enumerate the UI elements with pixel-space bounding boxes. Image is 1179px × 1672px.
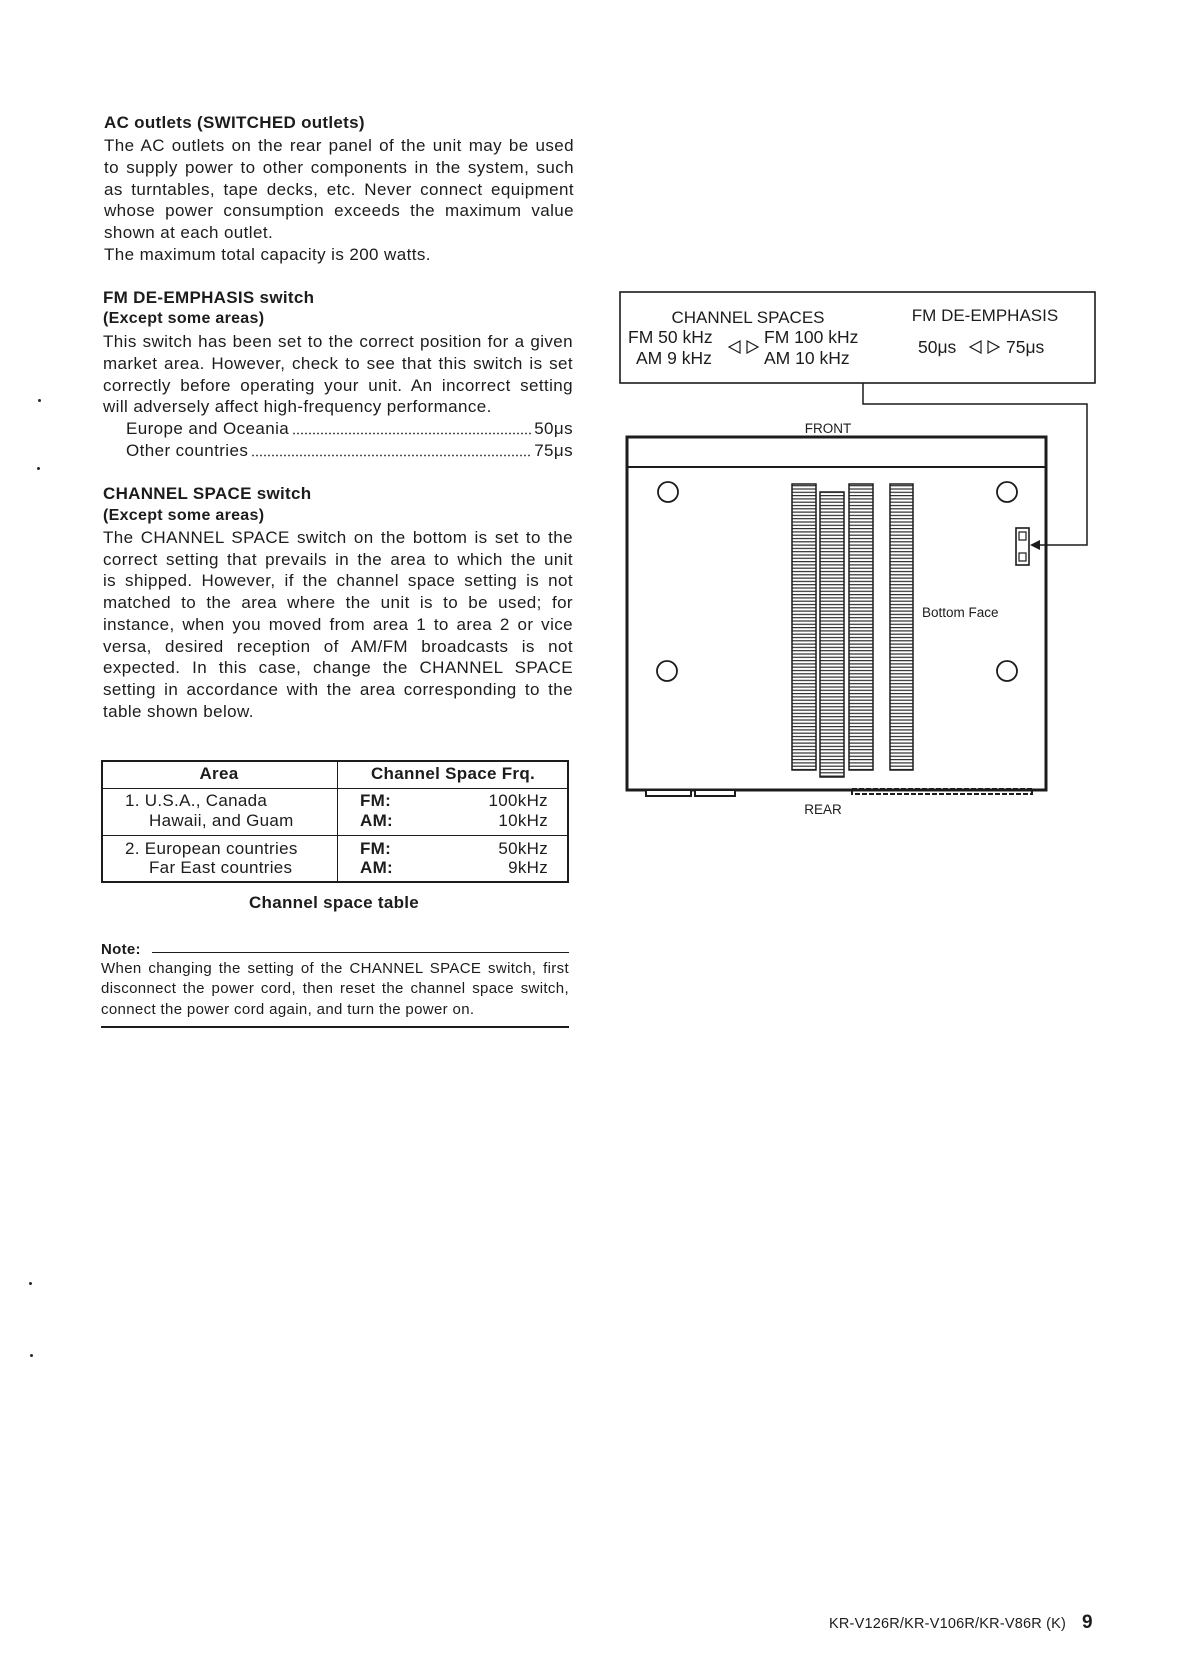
channel-space-line: matched to the area where the unit is to be used; for (103, 593, 573, 612)
scan-speck (30, 1354, 33, 1357)
arrow-left-icon (970, 341, 981, 353)
rear-foot (695, 790, 735, 796)
channel-space-line: instance, when you moved from area 1 to area 2 or vice (103, 615, 573, 634)
deemphasis-option-left: 50μs (918, 337, 957, 357)
screw-hole-icon (658, 482, 678, 502)
channel-space-line: table shown below. (103, 702, 254, 721)
vent-slot-column (849, 484, 873, 770)
fm-deemphasis-line: correctly before operating your unit. An incorrect setting (103, 376, 573, 395)
ac-outlets-line: to supply power to other components in the system, such (104, 158, 574, 177)
arrow-right-icon (747, 341, 758, 353)
channel-space-line: expected. In this case, change the CHANNEL SPACE (103, 658, 573, 677)
channel-space-line: The CHANNEL SPACE switch on the bottom is set to the (103, 528, 573, 547)
table-cell-frequency: 50kHz (498, 839, 548, 858)
table-cell-area: Hawaii, and Guam (149, 811, 294, 830)
channel-space-subheading: (Except some areas) (103, 507, 265, 524)
ac-outlets-line: as turntables, tape decks, etc. Never connect equipment (104, 180, 574, 199)
table-cell-area: 1. U.S.A., Canada (125, 791, 268, 810)
front-label: FRONT (804, 421, 852, 436)
table-header-frequency: Channel Space Frq. (370, 764, 536, 783)
note-label: Note: (101, 941, 141, 958)
fm-deemphasis-line: will adversely affect high-frequency performance. (103, 397, 492, 416)
fm-deemphasis-heading: FM DE-EMPHASIS switch (103, 288, 315, 307)
screw-hole-icon (997, 661, 1017, 681)
fm-deemphasis-line: This switch has been set to the correct position for a given (103, 332, 573, 351)
rear-label: REAR (804, 802, 842, 817)
footer-model-numbers: KR-V126R/KR-V106R/KR-V86R (K) (829, 1616, 1067, 1632)
page-number: 9 (1082, 1612, 1093, 1633)
deemphasis-option-right: 75μs (1006, 337, 1045, 357)
table-caption: Channel space table (248, 893, 420, 912)
table-cell-band: FM: (360, 839, 392, 858)
screw-hole-icon (657, 661, 677, 681)
table-cell-band: AM: (360, 811, 393, 830)
channel-space-line: correct setting that prevails in the area to which the unit (103, 550, 573, 569)
channel-option-right: AM 10 kHz (764, 348, 850, 368)
channel-space-heading: CHANNEL SPACE switch (103, 484, 312, 503)
channel-space-line: is shipped. However, if the channel space setting is not (103, 571, 573, 590)
table-cell-frequency: 100kHz (488, 791, 548, 810)
vent-slot-column (792, 484, 816, 770)
arrow-right-icon (988, 341, 999, 353)
table-cell-frequency: 9kHz (508, 858, 548, 877)
ac-outlets-line: shown at each outlet. (104, 223, 274, 242)
table-cell-area: Far East countries (149, 858, 293, 877)
bottom-face-label: Bottom Face (922, 605, 999, 620)
table-cell-frequency: 10kHz (498, 811, 548, 830)
screw-hole-icon (997, 482, 1017, 502)
fm-deemphasis-subheading: (Except some areas) (103, 310, 265, 327)
scan-speck (29, 1282, 32, 1285)
deemphasis-setting-area: Europe and Oceania (126, 419, 290, 438)
table-cell-band: AM: (360, 858, 393, 877)
channel-option-right: FM 100 kHz (764, 327, 859, 347)
vent-slot-column (890, 484, 913, 770)
channel-space-line: setting in accordance with the area corresponding to the (103, 680, 573, 699)
note-line: connect the power cord again, and turn the power on. (101, 1001, 475, 1018)
deemphasis-setting-value: 75μs (534, 441, 573, 460)
ac-outlets-line: The AC outlets on the rear panel of the unit may be used (104, 136, 574, 155)
deemphasis-setting-value: 50μs (534, 419, 573, 438)
channel-option-left: FM 50 kHz (628, 327, 713, 347)
note-line: disconnect the power cord, then reset the channel space switch, (101, 980, 569, 997)
table-header-area: Area (199, 764, 239, 783)
table-cell-band: FM: (360, 791, 392, 810)
arrow-left-icon (729, 341, 740, 353)
deemphasis-setting-area: Other countries (126, 441, 249, 460)
ac-outlets-heading: AC outlets (SWITCHED outlets) (104, 113, 365, 132)
scan-speck (38, 399, 41, 402)
fm-deemphasis-line: market area. However, check to see that this switch is set (103, 354, 573, 373)
scan-speck (37, 467, 40, 470)
channel-spaces-title: CHANNEL SPACES (671, 308, 825, 327)
fm-deemphasis-title: FM DE-EMPHASIS (911, 306, 1059, 325)
channel-option-left: AM 9 kHz (636, 348, 712, 368)
vent-slot-column (820, 492, 844, 777)
ac-outlets-line: The maximum total capacity is 200 watts. (104, 245, 431, 264)
table-cell-area: 2. European countries (125, 839, 298, 858)
ac-outlets-line: whose power consumption exceeds the maximum value (104, 201, 574, 220)
note-line: When changing the setting of the CHANNEL SPACE switch, first (101, 960, 569, 977)
channel-space-switch-icon (1016, 528, 1029, 565)
arrow-head-icon (1030, 540, 1040, 550)
rear-foot (646, 790, 691, 796)
channel-space-line: versa, desired reception of AM/FM broadcasts is not (103, 637, 573, 656)
